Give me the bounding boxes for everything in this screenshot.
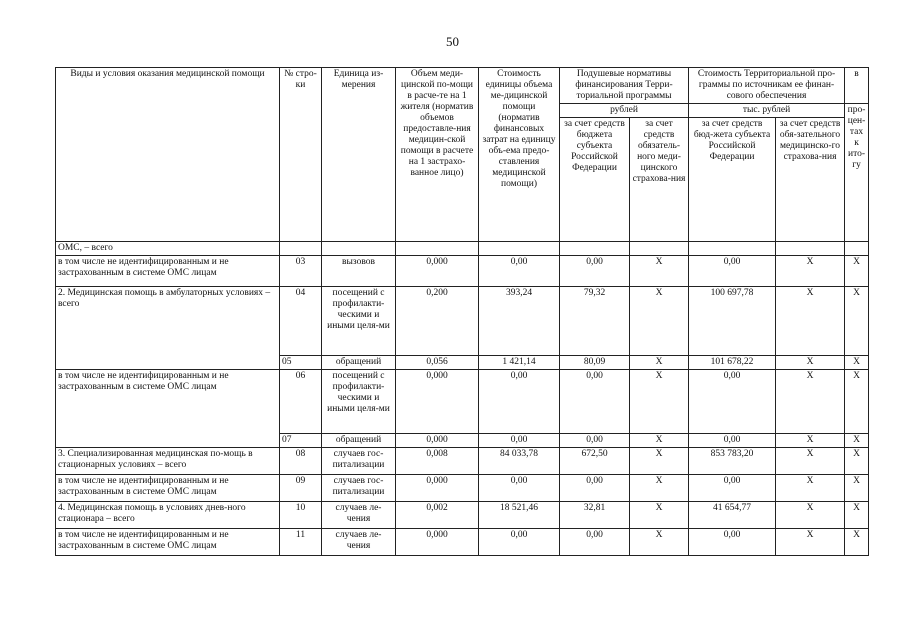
row-volume: 0,008 [396, 448, 479, 475]
row-volume: 0,000 [396, 529, 479, 556]
row-program-budget: 853 783,20 [689, 448, 776, 475]
row-budget: 672,50 [560, 448, 630, 475]
row-program-oms: X [776, 434, 845, 448]
row-program-budget: 101 678,22 [689, 356, 776, 370]
row-program-budget: 0,00 [689, 529, 776, 556]
row-label: в том числе не идентифицированным и не застрахованным в системе ОМС лицам [56, 256, 280, 287]
row-program-oms: X [776, 502, 845, 529]
row-number: 03 [280, 256, 322, 287]
row-volume: 0,056 [396, 356, 479, 370]
row-percent: X [845, 529, 869, 556]
row-number: 05 [280, 356, 322, 370]
row-oms: X [630, 502, 689, 529]
header-thousand-rub: тыс. рублей [689, 104, 845, 118]
row-label: 4. Медицинская помощь в условиях днев-ного стационара – всего [56, 502, 280, 529]
header-unit: Единица из-мерения [322, 68, 396, 242]
row-label: в том числе не идентифицированным и не застрахованным в системе ОМС лицам [56, 529, 280, 556]
row-oms: X [630, 475, 689, 502]
row-cost: 0,00 [479, 475, 560, 502]
row-number: 08 [280, 448, 322, 475]
header-volume: Объем меди-цинской по-мощи в расче-те на 1 жителя (норматив объемов предоставле-ния медицин-ской помощи в расчете на 1 застрахо-ванное лицо) [396, 68, 479, 242]
row-oms: X [630, 287, 689, 356]
header-program-cost: Стоимость Территориальной про-граммы по источникам ее финан-сового обеспечения [689, 68, 845, 104]
row-percent: X [845, 448, 869, 475]
row-program-oms: X [776, 287, 845, 356]
row-number: 11 [280, 529, 322, 556]
table-row [56, 370, 869, 434]
row-unit: посещений с профилакти-ческими и иными целя-ми [322, 287, 396, 356]
row-unit: обращений [322, 434, 396, 448]
row-volume: 0,000 [396, 434, 479, 448]
row-program-budget: 0,00 [689, 256, 776, 287]
row-cost: 1 421,14 [479, 356, 560, 370]
table-row [56, 475, 869, 502]
row-cost: 18 521,46 [479, 502, 560, 529]
row-number: 04 [280, 287, 322, 356]
row-unit: случаев гос-питализации [322, 475, 396, 502]
row-budget: 32,81 [560, 502, 630, 529]
row-volume: 0,200 [396, 287, 479, 356]
row-program-budget: 0,00 [689, 475, 776, 502]
row-program-budget: 100 697,78 [689, 287, 776, 356]
row-cost: 0,00 [479, 370, 560, 434]
row-cost: 0,00 [479, 256, 560, 287]
row-oms: X [630, 370, 689, 434]
row-percent: X [845, 256, 869, 287]
row-percent: X [845, 370, 869, 434]
row-cost: 0,00 [479, 434, 560, 448]
row-program-oms: X [776, 356, 845, 370]
row-program-oms: X [776, 370, 845, 434]
row-program-budget: 0,00 [689, 434, 776, 448]
row-budget: 0,00 [560, 256, 630, 287]
header-budget-rf-program: за счет средств бюд-жета субъекта Российской Федерации [689, 118, 776, 242]
row-number: 07 [280, 434, 322, 448]
row-unit: вызовов [322, 256, 396, 287]
row-number: 10 [280, 502, 322, 529]
header-type: Виды и условия оказания медицинской помощи [56, 68, 280, 242]
row-oms: X [630, 434, 689, 448]
header-oms: за счет средств обязатель-ного меди-цинского страхова-ния [630, 118, 689, 242]
header-percent-top: в [845, 68, 869, 104]
financing-table [55, 67, 869, 556]
row-volume: 0,000 [396, 256, 479, 287]
row-cost: 0,00 [479, 529, 560, 556]
header-budget-rf: за счет средств бюджета субъекта Российской Федерации [560, 118, 630, 242]
row-budget: 0,00 [560, 434, 630, 448]
header-percent: про-цен-тах к ито-гу [845, 104, 869, 242]
table-row [56, 448, 869, 475]
row-unit: случаев ле-чения [322, 529, 396, 556]
table-row [56, 287, 869, 356]
row-budget: 80,09 [560, 356, 630, 370]
row-program-oms: X [776, 256, 845, 287]
oms-total-label: ОМС, – всего [56, 242, 280, 256]
row-volume: 0,002 [396, 502, 479, 529]
row-number: 09 [280, 475, 322, 502]
row-percent: X [845, 356, 869, 370]
row-unit: обращений [322, 356, 396, 370]
row-volume: 0,000 [396, 370, 479, 434]
table-row [56, 529, 869, 556]
row-budget: 0,00 [560, 370, 630, 434]
table-row [56, 502, 869, 529]
row-oms: X [630, 529, 689, 556]
row-label: в том числе не идентифицированным и не застрахованным в системе ОМС лицам [56, 370, 280, 448]
row-cost: 393,24 [479, 287, 560, 356]
row-label: 3. Специализированная медицинская по-мощь в стационарных условиях – всего [56, 448, 280, 475]
row-program-oms: X [776, 475, 845, 502]
row-percent: X [845, 475, 869, 502]
row-budget: 79,32 [560, 287, 630, 356]
row-program-oms: X [776, 529, 845, 556]
row-unit: случаев гос-питализации [322, 448, 396, 475]
row-volume: 0,000 [396, 475, 479, 502]
row-label: 2. Медицинская помощь в амбулаторных условиях – всего [56, 287, 280, 370]
page-number: 50 [446, 34, 459, 49]
row-program-budget: 0,00 [689, 370, 776, 434]
row-label: в том числе не идентифицированным и не застрахованным в системе ОМС лицам [56, 475, 280, 502]
row-percent: X [845, 502, 869, 529]
row-budget: 0,00 [560, 475, 630, 502]
header-row-number: № стро-ки [280, 68, 322, 242]
row-oms: X [630, 256, 689, 287]
header-per-capita: Подушевые нормативы финансирования Терри-ториальной программы [560, 68, 689, 104]
header-oms-program: за счет средств обя-зательного медицинско-го страхова-ния [776, 118, 845, 242]
row-budget: 0,00 [560, 529, 630, 556]
table-row [56, 256, 869, 287]
row-program-oms: X [776, 448, 845, 475]
row-oms: X [630, 356, 689, 370]
row-unit: случаев ле-чения [322, 502, 396, 529]
row-oms: X [630, 448, 689, 475]
row-number: 06 [280, 370, 322, 434]
row-unit: посещений с профилакти-ческими и иными целя-ми [322, 370, 396, 434]
row-program-budget: 41 654,77 [689, 502, 776, 529]
header-unit-cost: Стоимость единицы объема ме-дицинской помощи (норматив финансовых затрат на единицу объ-ема предо-ставления медицинской помощи) [479, 68, 560, 242]
row-percent: X [845, 287, 869, 356]
row-cost: 84 033,78 [479, 448, 560, 475]
header-rub: рублей [560, 104, 689, 118]
row-percent: X [845, 434, 869, 448]
